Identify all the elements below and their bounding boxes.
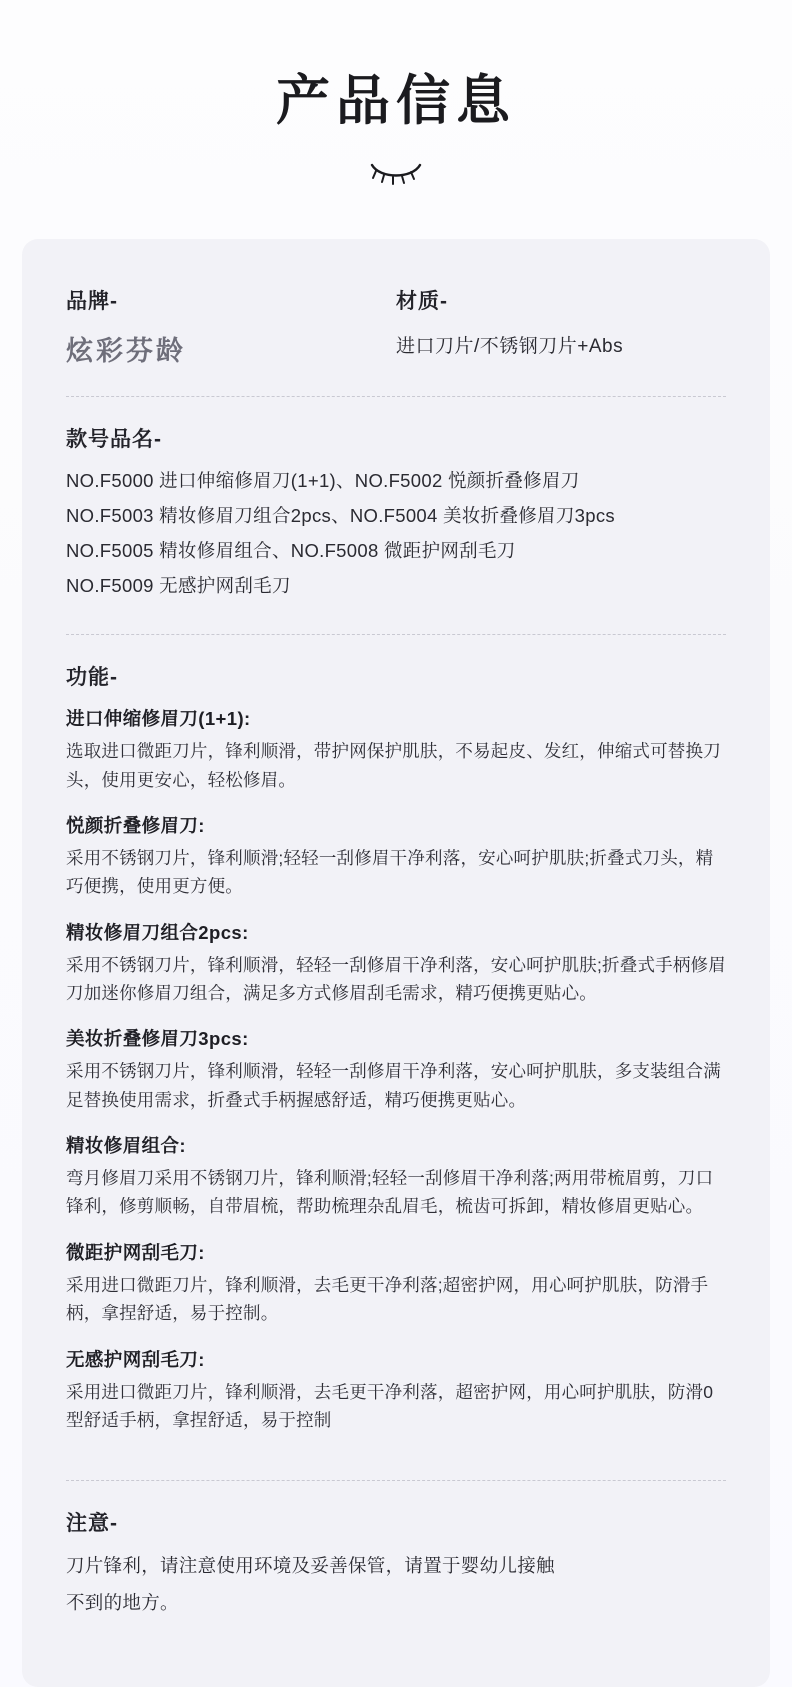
feature-title: 美妆折叠修眉刀3pcs:: [66, 1028, 249, 1050]
brand-label: 品牌-: [66, 290, 118, 314]
feature-description: 采用进口微距刀片，锋利顺滑，去毛更干净利落，超密护网，用心呵护肌肤，防滑0型舒适手柄，拿捏舒适，易于控制: [66, 1381, 714, 1430]
brand-block: [66, 285, 396, 368]
feature-title: 精妆修眉组合:: [66, 1135, 186, 1157]
material-block: [396, 285, 726, 358]
model-line: NO.F5009 无感护网刮毛刀: [66, 574, 291, 596]
feature-item: [66, 919, 726, 1008]
brand-value: 炫彩芬龄: [66, 336, 186, 367]
note-text: [66, 1551, 726, 1618]
functions-section: [66, 661, 726, 1458]
feature-description: 采用不锈钢刀片，锋利顺滑，轻轻一刮修眉干净利落，安心呵护肌肤，多支装组合满足替换使用需求，折叠式手柄握感舒适，精巧便携更贴心。: [66, 1061, 721, 1110]
models-list: [66, 467, 726, 599]
divider-2: [66, 634, 726, 635]
eyelash-icon: [0, 161, 792, 187]
page-header: [0, 0, 792, 187]
divider-1: [66, 396, 726, 397]
divider-3: [66, 1480, 726, 1481]
feature-item: [66, 1132, 726, 1221]
functions-label: 功能-: [66, 666, 118, 690]
note-section: [66, 1507, 726, 1631]
feature-title: 精妆修眉刀组合2pcs:: [66, 921, 249, 943]
feature-item: [66, 1239, 726, 1328]
feature-item: [66, 705, 726, 794]
models-label: 款号品名-: [66, 428, 162, 452]
note-label: 注意-: [66, 1512, 118, 1536]
info-card: [22, 239, 770, 1687]
feature-title: 微距护网刮毛刀:: [66, 1241, 205, 1263]
brand-material-section: [66, 285, 726, 374]
feature-title: 无感护网刮毛刀:: [66, 1348, 205, 1370]
feature-description: 采用进口微距刀片，锋利顺滑，去毛更干净利落;超密护网，用心呵护肌肤，防滑手柄，拿捏舒适，易于控制。: [66, 1274, 709, 1324]
model-line: NO.F5005 精妆修眉组合、NO.F5008 微距护网刮毛刀: [66, 539, 516, 561]
feature-item: [66, 1025, 726, 1114]
page-title: 产品信息: [276, 71, 516, 131]
feature-title: 悦颜折叠修眉刀:: [66, 815, 205, 837]
material-value: 进口刀片/不锈钢刀片+Abs: [396, 336, 624, 358]
feature-description: 弯月修眉刀采用不锈钢刀片，锋利顺滑;轻轻一刮修眉干净利落;两用带梳眉剪，刀口锋利，修剪顺畅，自带眉梳，帮助梳理杂乱眉毛，梳齿可拆卸，精妆修眉更贴心。: [66, 1168, 714, 1217]
feature-description: 采用不锈钢刀片，锋利顺滑，轻轻一刮修眉干净利落，安心呵护肌肤;折叠式手柄修眉刀加迷你修眉刀组合，满足多方式修眉刮毛需求，精巧便携更贴心。: [66, 954, 726, 1004]
feature-title: 进口伸缩修眉刀(1+1):: [66, 708, 251, 730]
feature-item: [66, 812, 726, 901]
models-section: [66, 423, 726, 612]
note-line: 刀片锋利，请注意使用环境及妥善保管，请置于婴幼儿接触: [66, 1555, 555, 1577]
model-line: NO.F5003 精妆修眉刀组合2pcs、NO.F5004 美妆折叠修眉刀3pcs: [66, 505, 615, 527]
feature-description: 采用不锈钢刀片，锋利顺滑;轻轻一刮修眉干净利落，安心呵护肌肤;折叠式刀头，精巧便携，使用更方便。: [66, 848, 714, 897]
feature-description: 选取进口微距刀片，锋利顺滑，带护网保护肌肤，不易起皮、发红，伸缩式可替换刀头，使用更安心，轻松修眉。: [66, 741, 721, 790]
material-label: 材质-: [396, 290, 448, 314]
note-line: 不到的地方。: [66, 1592, 179, 1614]
model-line: NO.F5000 进口伸缩修眉刀(1+1)、NO.F5002 悦颜折叠修眉刀: [66, 470, 580, 492]
feature-item: [66, 1346, 726, 1435]
